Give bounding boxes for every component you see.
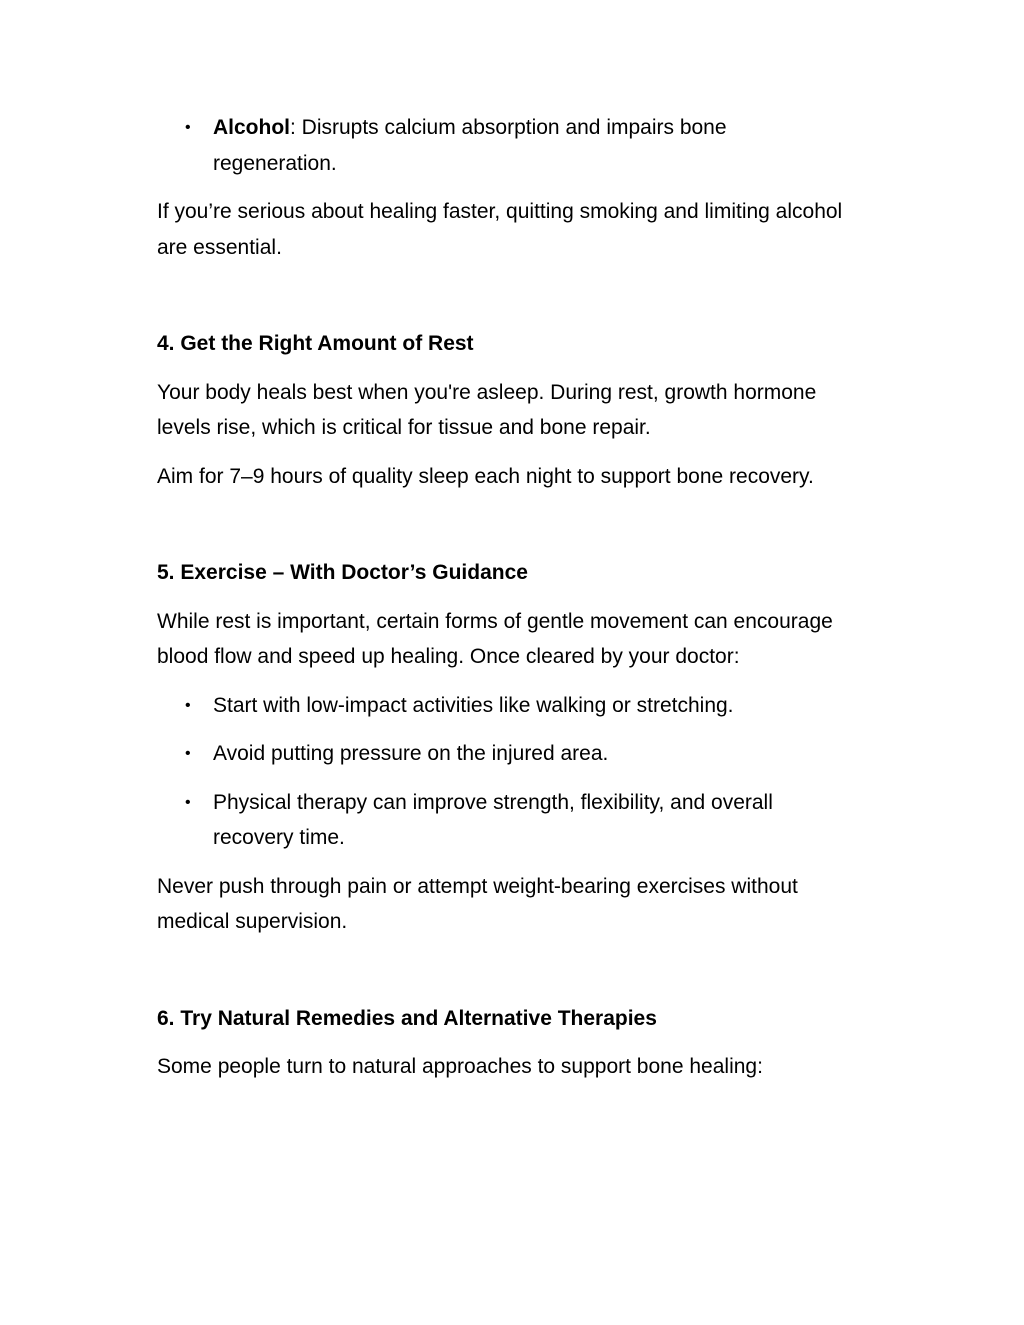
list-item-text: Start with low-impact activities like walking or stretching. xyxy=(213,693,734,717)
paragraph: Some people turn to natural approaches to support bone healing: xyxy=(157,1055,763,1078)
intro-paragraph: If you’re serious about healing faster, quitting smoking and limiting alcohol are essential. xyxy=(157,200,843,259)
paragraph: While rest is important, certain forms of gentle movement can encourage blood flow and speed up healing. Once cleared by your doctor: xyxy=(157,609,833,668)
bullet-glyph: • xyxy=(185,119,191,136)
paragraph: Never push through pain or attempt weight-bearing exercises without medical supervision. xyxy=(157,874,798,933)
list-item-text: Physical therapy can improve strength, flexibility, and overall recovery time. xyxy=(213,790,773,849)
bullet-glyph: • xyxy=(185,793,191,811)
list-item xyxy=(157,736,847,772)
list-item xyxy=(157,785,847,856)
section-gap xyxy=(157,953,847,1001)
list-item-text: : Disrupts calcium absorption and impairs bone regeneration. xyxy=(213,116,727,175)
section-heading-natural-remedies: 6. Try Natural Remedies and Alternative Therapies xyxy=(157,1006,657,1030)
list-item xyxy=(157,110,847,181)
list-item xyxy=(157,688,847,724)
exercise-list xyxy=(157,688,847,856)
list-item-text: Avoid putting pressure on the injured area. xyxy=(213,742,609,765)
bullet-glyph: • xyxy=(185,745,191,762)
bullet-glyph: • xyxy=(185,696,191,714)
section-gap xyxy=(157,278,847,326)
section-heading-rest: 4. Get the Right Amount of Rest xyxy=(157,332,474,355)
section-heading-exercise: 5. Exercise – With Doctor’s Guidance xyxy=(157,561,528,584)
list-item-term: Alcohol xyxy=(213,116,290,139)
paragraph: Aim for 7–9 hours of quality sleep each night to support bone recovery. xyxy=(157,464,814,488)
paragraph: Your body heals best when you're asleep. During rest, growth hormone levels rise, which is critical for tissue and bone repair. xyxy=(157,380,817,439)
document-content xyxy=(157,110,847,1098)
section-gap xyxy=(157,507,847,555)
alcohol-list xyxy=(157,110,847,181)
